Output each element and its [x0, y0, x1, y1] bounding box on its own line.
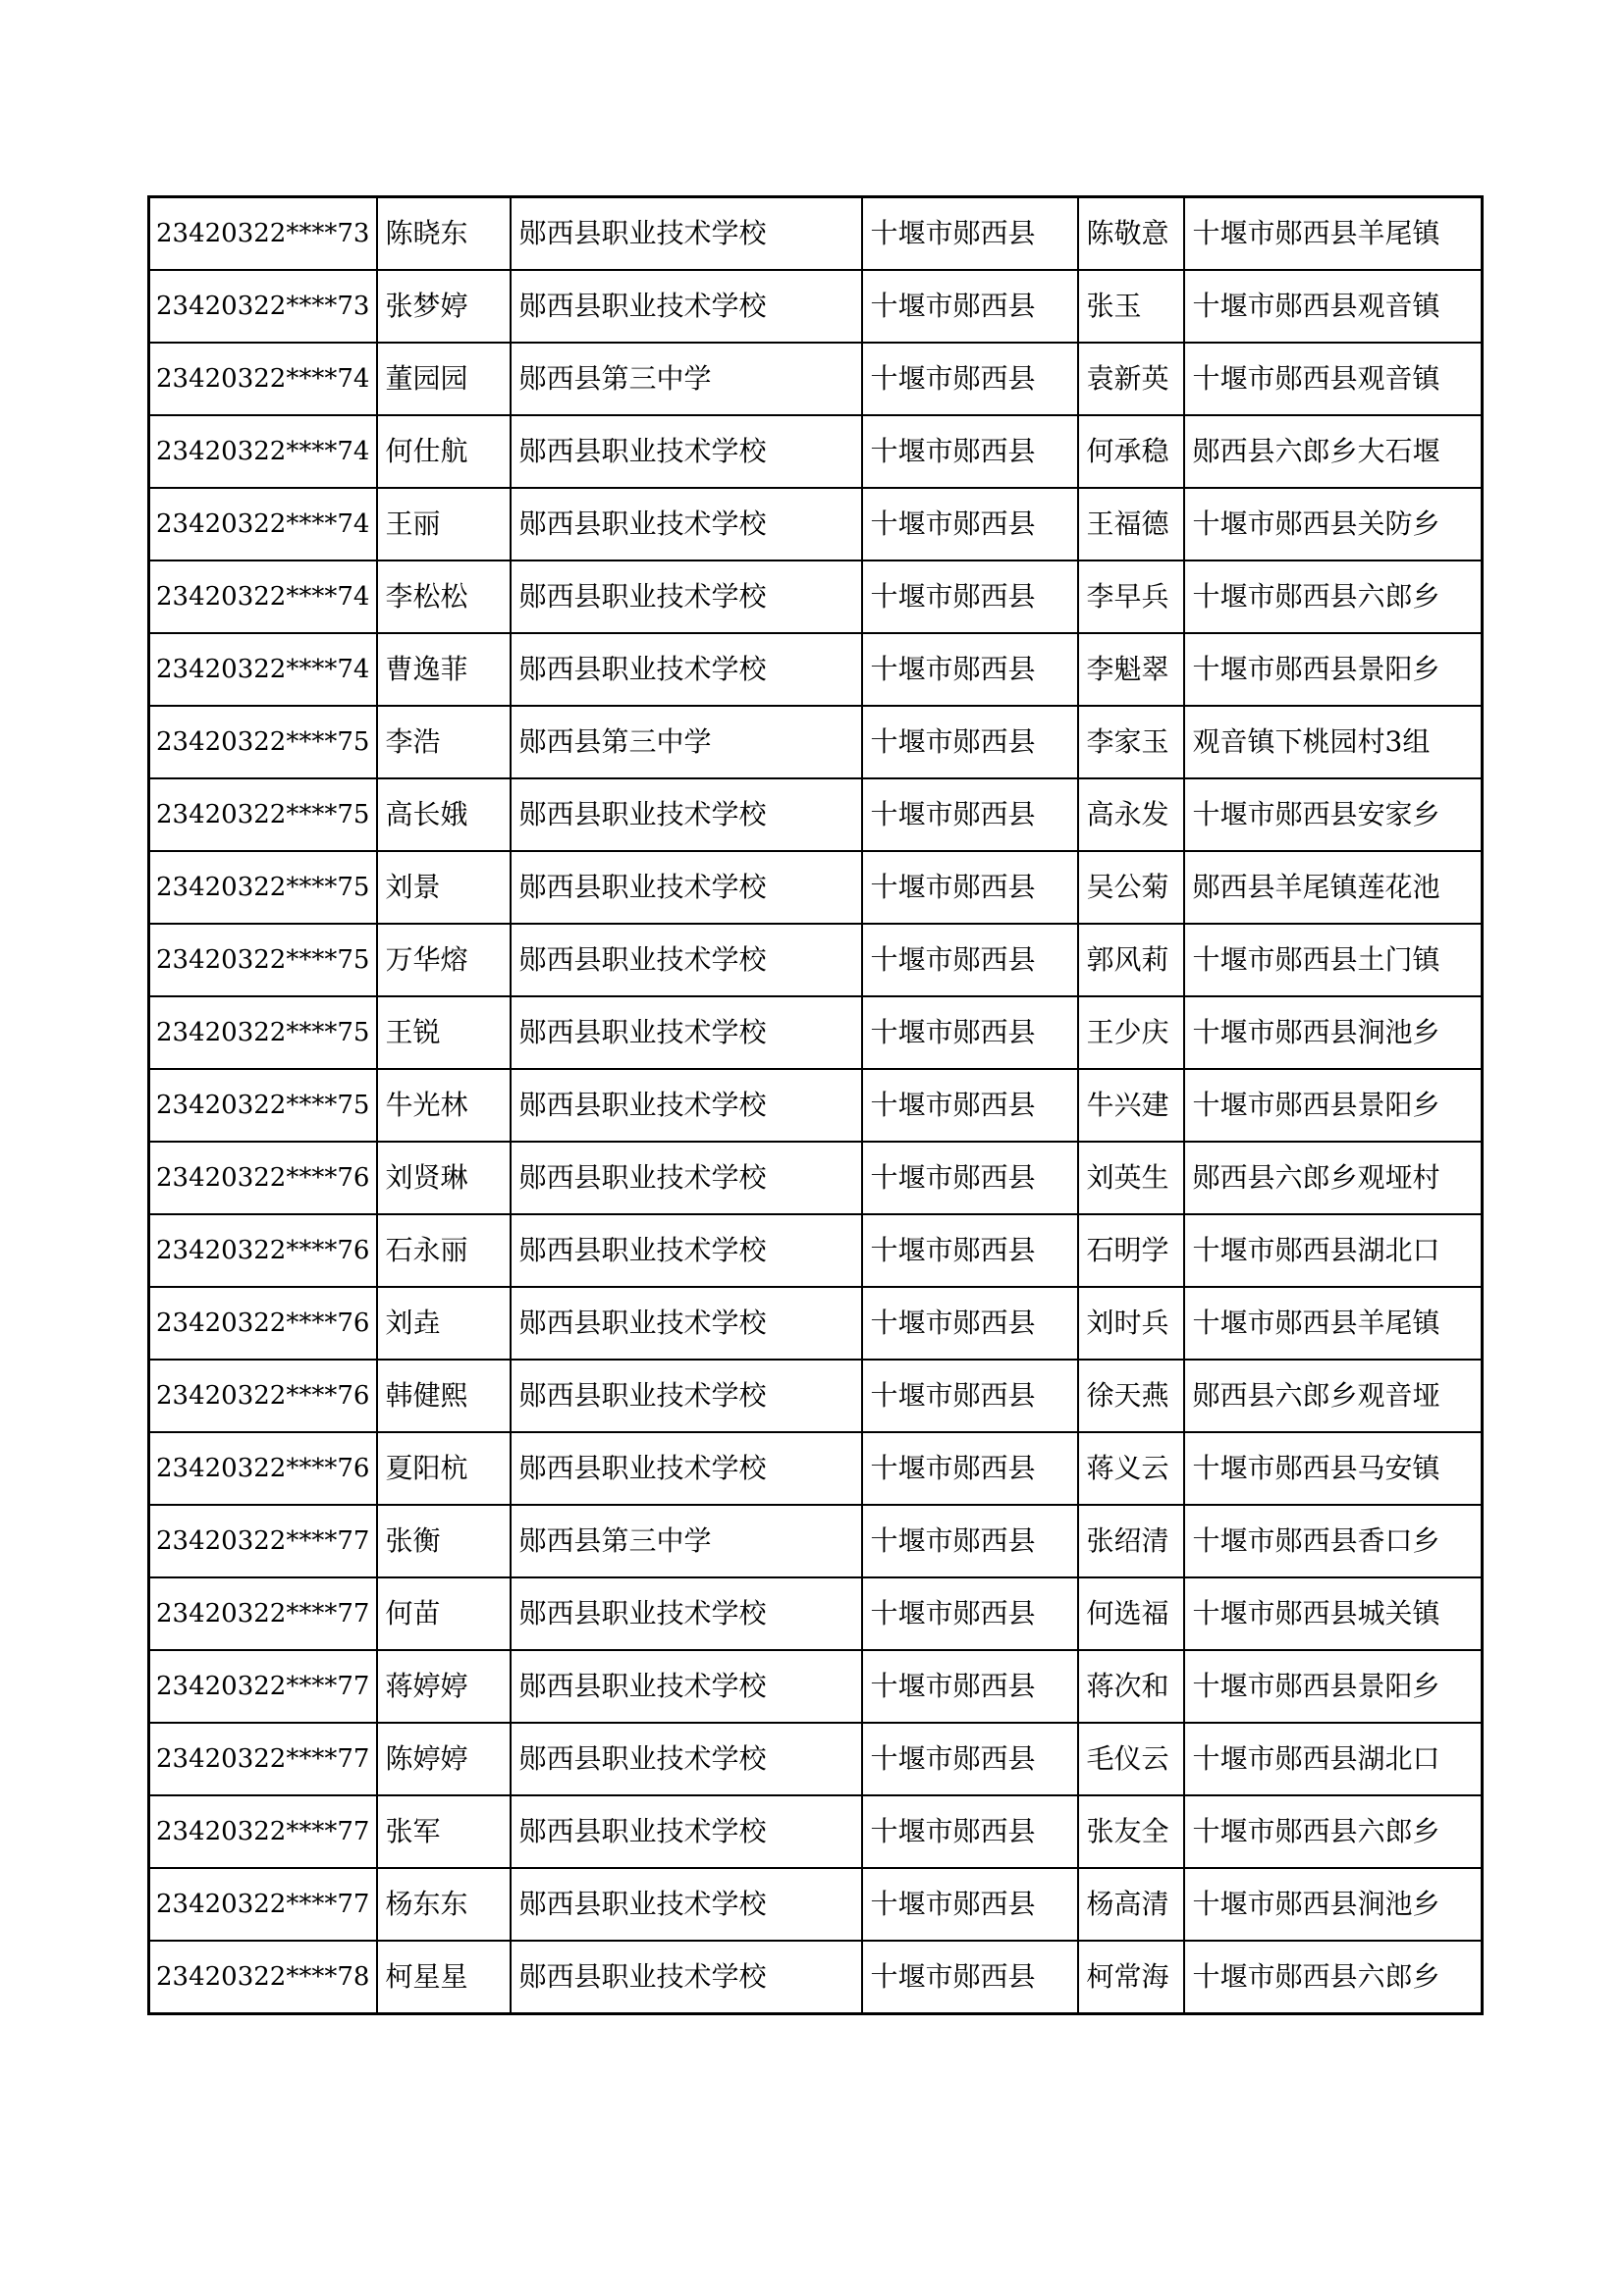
student-name-cell: 张军 — [377, 1795, 511, 1868]
region-cell: 十堰市郧西县 — [862, 561, 1078, 633]
table-row — [149, 1432, 1483, 1505]
table-row — [149, 633, 1483, 706]
student-name-cell: 董园园 — [377, 343, 511, 415]
id-number-cell: 23420322****78 — [149, 1941, 377, 2014]
student-name-cell: 刘贤琳 — [377, 1142, 511, 1214]
guardian-name-cell: 蒋义云 — [1078, 1432, 1184, 1505]
guardian-name-cell: 石明学 — [1078, 1214, 1184, 1287]
region-cell: 十堰市郧西县 — [862, 197, 1078, 271]
region-cell: 十堰市郧西县 — [862, 633, 1078, 706]
table-row — [149, 415, 1483, 488]
guardian-name-cell: 陈敬意 — [1078, 197, 1184, 271]
student-name-cell: 刘景 — [377, 851, 511, 924]
address-cell: 十堰市郧西县六郎乡 — [1184, 561, 1483, 633]
student-name-cell: 杨东东 — [377, 1868, 511, 1941]
region-cell: 十堰市郧西县 — [862, 488, 1078, 561]
guardian-name-cell: 吴公菊 — [1078, 851, 1184, 924]
id-number-cell: 23420322****73 — [149, 197, 377, 271]
school-cell: 郧西县职业技术学校 — [511, 633, 862, 706]
guardian-name-cell: 徐天燕 — [1078, 1360, 1184, 1432]
table-row — [149, 1868, 1483, 1941]
region-cell: 十堰市郧西县 — [862, 1723, 1078, 1795]
school-cell: 郧西县职业技术学校 — [511, 1360, 862, 1432]
guardian-name-cell: 王福德 — [1078, 488, 1184, 561]
region-cell: 十堰市郧西县 — [862, 1505, 1078, 1577]
school-cell: 郧西县职业技术学校 — [511, 1650, 862, 1723]
address-cell: 十堰市郧西县景阳乡 — [1184, 1069, 1483, 1142]
table-row — [149, 561, 1483, 633]
table-row — [149, 706, 1483, 778]
region-cell: 十堰市郧西县 — [862, 270, 1078, 343]
guardian-name-cell: 李早兵 — [1078, 561, 1184, 633]
region-cell: 十堰市郧西县 — [862, 1214, 1078, 1287]
student-name-cell: 陈晓东 — [377, 197, 511, 271]
region-cell: 十堰市郧西县 — [862, 924, 1078, 996]
school-cell: 郧西县职业技术学校 — [511, 270, 862, 343]
school-cell: 郧西县职业技术学校 — [511, 561, 862, 633]
table-row — [149, 1069, 1483, 1142]
region-cell: 十堰市郧西县 — [862, 1650, 1078, 1723]
school-cell: 郧西县职业技术学校 — [511, 197, 862, 271]
school-cell: 郧西县职业技术学校 — [511, 1577, 862, 1650]
school-cell: 郧西县第三中学 — [511, 706, 862, 778]
id-number-cell: 23420322****77 — [149, 1868, 377, 1941]
region-cell: 十堰市郧西县 — [862, 851, 1078, 924]
id-number-cell: 23420322****75 — [149, 996, 377, 1069]
id-number-cell: 23420322****77 — [149, 1505, 377, 1577]
address-cell: 十堰市郧西县安家乡 — [1184, 778, 1483, 851]
guardian-name-cell: 刘英生 — [1078, 1142, 1184, 1214]
school-cell: 郧西县职业技术学校 — [511, 1069, 862, 1142]
student-name-cell: 何苗 — [377, 1577, 511, 1650]
region-cell: 十堰市郧西县 — [862, 1360, 1078, 1432]
table-row — [149, 996, 1483, 1069]
roster-table-body — [149, 197, 1483, 2014]
school-cell: 郧西县职业技术学校 — [511, 415, 862, 488]
address-cell: 十堰市郧西县香口乡 — [1184, 1505, 1483, 1577]
id-number-cell: 23420322****77 — [149, 1650, 377, 1723]
guardian-name-cell: 李家玉 — [1078, 706, 1184, 778]
table-row — [149, 924, 1483, 996]
guardian-name-cell: 袁新英 — [1078, 343, 1184, 415]
id-number-cell: 23420322****74 — [149, 343, 377, 415]
id-number-cell: 23420322****76 — [149, 1214, 377, 1287]
region-cell: 十堰市郧西县 — [862, 1941, 1078, 2014]
address-cell: 郧西县六郎乡观垭村 — [1184, 1142, 1483, 1214]
school-cell: 郧西县职业技术学校 — [511, 1868, 862, 1941]
table-row — [149, 1360, 1483, 1432]
student-name-cell: 李松松 — [377, 561, 511, 633]
region-cell: 十堰市郧西县 — [862, 343, 1078, 415]
table-row — [149, 1795, 1483, 1868]
school-cell: 郧西县职业技术学校 — [511, 488, 862, 561]
address-cell: 十堰市郧西县涧池乡 — [1184, 1868, 1483, 1941]
address-cell: 十堰市郧西县景阳乡 — [1184, 1650, 1483, 1723]
table-row — [149, 1650, 1483, 1723]
id-number-cell: 23420322****75 — [149, 1069, 377, 1142]
guardian-name-cell: 张玉 — [1078, 270, 1184, 343]
table-row — [149, 1214, 1483, 1287]
table-row — [149, 1287, 1483, 1360]
region-cell: 十堰市郧西县 — [862, 706, 1078, 778]
id-number-cell: 23420322****75 — [149, 851, 377, 924]
address-cell: 十堰市郧西县六郎乡 — [1184, 1941, 1483, 2014]
student-name-cell: 李浩 — [377, 706, 511, 778]
id-number-cell: 23420322****74 — [149, 488, 377, 561]
address-cell: 十堰市郧西县土门镇 — [1184, 924, 1483, 996]
student-name-cell: 石永丽 — [377, 1214, 511, 1287]
table-row — [149, 197, 1483, 271]
id-number-cell: 23420322****76 — [149, 1142, 377, 1214]
student-name-cell: 曹逸菲 — [377, 633, 511, 706]
address-cell: 郧西县六郎乡观音垭 — [1184, 1360, 1483, 1432]
address-cell: 十堰市郧西县湖北口 — [1184, 1214, 1483, 1287]
region-cell: 十堰市郧西县 — [862, 1069, 1078, 1142]
student-name-cell: 万华熔 — [377, 924, 511, 996]
table-row — [149, 851, 1483, 924]
address-cell: 郧西县羊尾镇莲花池 — [1184, 851, 1483, 924]
school-cell: 郧西县职业技术学校 — [511, 1142, 862, 1214]
region-cell: 十堰市郧西县 — [862, 778, 1078, 851]
school-cell: 郧西县职业技术学校 — [511, 778, 862, 851]
school-cell: 郧西县第三中学 — [511, 1505, 862, 1577]
school-cell: 郧西县职业技术学校 — [511, 924, 862, 996]
table-row — [149, 1723, 1483, 1795]
student-name-cell: 王锐 — [377, 996, 511, 1069]
student-name-cell: 高长娥 — [377, 778, 511, 851]
region-cell: 十堰市郧西县 — [862, 415, 1078, 488]
school-cell: 郧西县职业技术学校 — [511, 1432, 862, 1505]
guardian-name-cell: 毛仪云 — [1078, 1723, 1184, 1795]
id-number-cell: 23420322****74 — [149, 561, 377, 633]
id-number-cell: 23420322****75 — [149, 924, 377, 996]
guardian-name-cell: 高永发 — [1078, 778, 1184, 851]
guardian-name-cell: 何承稳 — [1078, 415, 1184, 488]
guardian-name-cell: 杨高清 — [1078, 1868, 1184, 1941]
address-cell: 十堰市郧西县景阳乡 — [1184, 633, 1483, 706]
address-cell: 十堰市郧西县城关镇 — [1184, 1577, 1483, 1650]
guardian-name-cell: 王少庆 — [1078, 996, 1184, 1069]
student-name-cell: 刘垚 — [377, 1287, 511, 1360]
address-cell: 十堰市郧西县关防乡 — [1184, 488, 1483, 561]
region-cell: 十堰市郧西县 — [862, 996, 1078, 1069]
school-cell: 郧西县职业技术学校 — [511, 1941, 862, 2014]
table-row — [149, 488, 1483, 561]
student-name-cell: 张梦婷 — [377, 270, 511, 343]
region-cell: 十堰市郧西县 — [862, 1432, 1078, 1505]
student-name-cell: 王丽 — [377, 488, 511, 561]
id-number-cell: 23420322****77 — [149, 1577, 377, 1650]
region-cell: 十堰市郧西县 — [862, 1142, 1078, 1214]
region-cell: 十堰市郧西县 — [862, 1577, 1078, 1650]
table-row — [149, 1941, 1483, 2014]
school-cell: 郧西县职业技术学校 — [511, 1214, 862, 1287]
guardian-name-cell: 李魁翠 — [1078, 633, 1184, 706]
school-cell: 郧西县职业技术学校 — [511, 851, 862, 924]
table-row — [149, 1142, 1483, 1214]
address-cell: 十堰市郧西县羊尾镇 — [1184, 1287, 1483, 1360]
student-name-cell: 陈婷婷 — [377, 1723, 511, 1795]
address-cell: 十堰市郧西县马安镇 — [1184, 1432, 1483, 1505]
region-cell: 十堰市郧西县 — [862, 1287, 1078, 1360]
region-cell: 十堰市郧西县 — [862, 1795, 1078, 1868]
school-cell: 郧西县职业技术学校 — [511, 1287, 862, 1360]
table-row — [149, 343, 1483, 415]
student-name-cell: 蒋婷婷 — [377, 1650, 511, 1723]
id-number-cell: 23420322****76 — [149, 1360, 377, 1432]
address-cell: 十堰市郧西县涧池乡 — [1184, 996, 1483, 1069]
id-number-cell: 23420322****76 — [149, 1432, 377, 1505]
address-cell: 观音镇下桃园村3组 — [1184, 706, 1483, 778]
student-name-cell: 夏阳杭 — [377, 1432, 511, 1505]
school-cell: 郧西县职业技术学校 — [511, 996, 862, 1069]
id-number-cell: 23420322****77 — [149, 1795, 377, 1868]
id-number-cell: 23420322****73 — [149, 270, 377, 343]
roster-table — [147, 195, 1484, 2015]
school-cell: 郧西县职业技术学校 — [511, 1795, 862, 1868]
id-number-cell: 23420322****74 — [149, 633, 377, 706]
guardian-name-cell: 刘时兵 — [1078, 1287, 1184, 1360]
address-cell: 十堰市郧西县观音镇 — [1184, 270, 1483, 343]
region-cell: 十堰市郧西县 — [862, 1868, 1078, 1941]
student-name-cell: 牛光林 — [377, 1069, 511, 1142]
id-number-cell: 23420322****76 — [149, 1287, 377, 1360]
guardian-name-cell: 牛兴建 — [1078, 1069, 1184, 1142]
school-cell: 郧西县第三中学 — [511, 343, 862, 415]
student-name-cell: 韩健熙 — [377, 1360, 511, 1432]
table-row — [149, 1505, 1483, 1577]
address-cell: 十堰市郧西县湖北口 — [1184, 1723, 1483, 1795]
id-number-cell: 23420322****75 — [149, 706, 377, 778]
address-cell: 十堰市郧西县六郎乡 — [1184, 1795, 1483, 1868]
address-cell: 郧西县六郎乡大石堰 — [1184, 415, 1483, 488]
guardian-name-cell: 郭风莉 — [1078, 924, 1184, 996]
table-row — [149, 1577, 1483, 1650]
id-number-cell: 23420322****74 — [149, 415, 377, 488]
id-number-cell: 23420322****75 — [149, 778, 377, 851]
table-row — [149, 270, 1483, 343]
student-name-cell: 柯星星 — [377, 1941, 511, 2014]
guardian-name-cell: 柯常海 — [1078, 1941, 1184, 2014]
address-cell: 十堰市郧西县观音镇 — [1184, 343, 1483, 415]
student-name-cell: 何仕航 — [377, 415, 511, 488]
table-row — [149, 778, 1483, 851]
address-cell: 十堰市郧西县羊尾镇 — [1184, 197, 1483, 271]
student-name-cell: 张衡 — [377, 1505, 511, 1577]
guardian-name-cell: 张友全 — [1078, 1795, 1184, 1868]
school-cell: 郧西县职业技术学校 — [511, 1723, 862, 1795]
id-number-cell: 23420322****77 — [149, 1723, 377, 1795]
guardian-name-cell: 蒋次和 — [1078, 1650, 1184, 1723]
guardian-name-cell: 张绍清 — [1078, 1505, 1184, 1577]
guardian-name-cell: 何选福 — [1078, 1577, 1184, 1650]
